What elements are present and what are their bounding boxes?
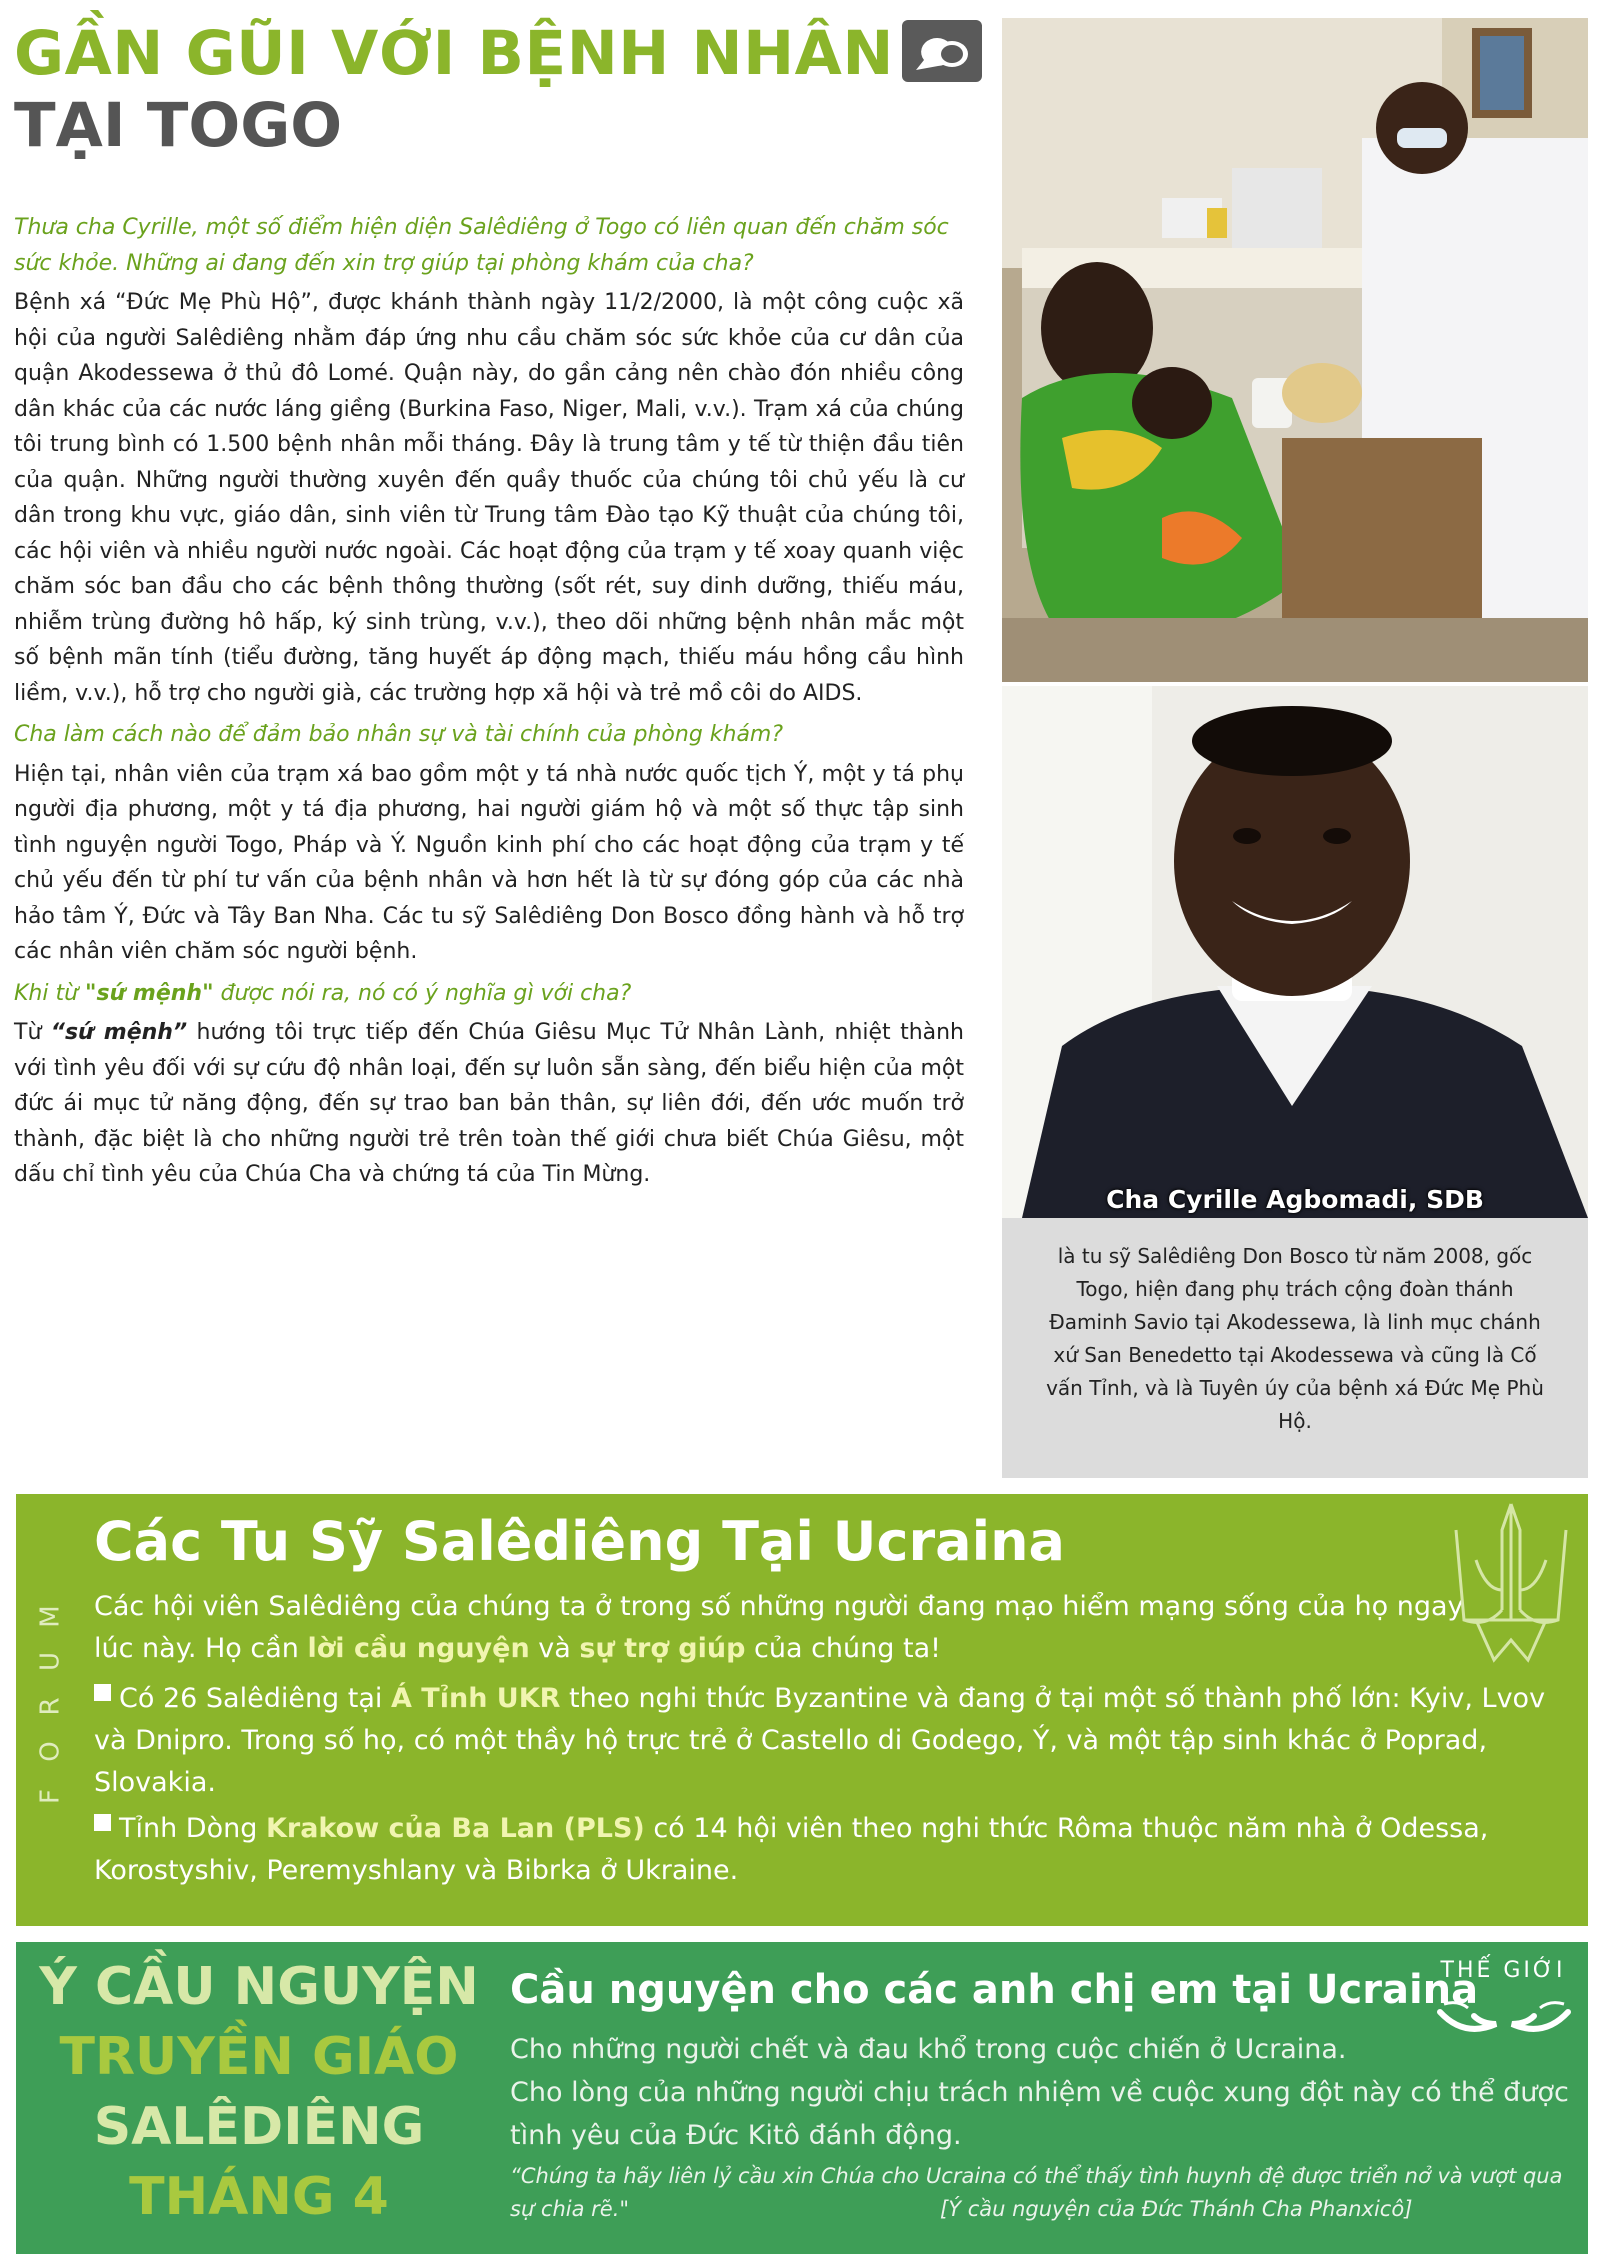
prayer-label-line-2: TRUYỀN GIÁO: [59, 2027, 459, 2087]
forum-intro-highlight-1: lời cầu nguyện: [307, 1633, 530, 1664]
bullet-square-icon: [94, 1684, 111, 1701]
clinic-photo: [1002, 18, 1588, 682]
prayer-reference: [Ý cầu nguyện của Đức Thánh Cha Phanxicô]: [940, 2197, 1413, 2221]
question-3-pre: Khi từ: [14, 980, 86, 1006]
forum-bullet-2-highlight: Krakow của Ba Lan (PLS): [265, 1813, 645, 1844]
title-line-1: [14, 18, 974, 90]
answer-3-bold: “sứ mệnh”: [50, 1020, 188, 1045]
portrait-photo: [1002, 686, 1588, 1218]
forum-letter: O: [35, 1741, 66, 1762]
prayer-label-line-3: SALÊDIÊNG: [93, 2097, 425, 2157]
answer-1: Bệnh xá “Đức Mẹ Phù Hộ”, được khánh thành ngày 11/2/2000, là một công cuộc xã hội của người Salêdiêng nhằm đáp ứng nhu cầu chăm sóc sức khỏe của cư dân của quận Akodessewa ở thủ đô Lomé. Quận này, do gần cảng nên chào đón nhiều công dân khác của các nước láng giềng (Burkina Faso, Niger, Mali, v.v.). Trạm xá của chúng tôi trung bình có 1.500 bệnh nhân mỗi tháng. Đây là trung tâm y tế từ thiện đầu tiên của quận. Những người thường xuyên đến quầy thuốc của chúng tôi chủ yếu là cư dân trong khu vực, giáo dân, sinh viên từ Trung tâm Đào tạo Kỹ thuật của chúng tôi, các hội viên và nhiều người nước ngoài. Các hoạt động của trạm y tế xoay quanh việc chăm sóc ban đầu cho các bệnh thông thường (sốt rét, suy dinh dưỡng, thiếu máu, nhiễm trùng đường hô hấp, ký sinh trùng, v.v.), theo dõi những bệnh nhân mắc một số bệnh mãn tính (tiểu đường, tăng huyết áp động mạch, thiếu máu hồng cầu hình liềm, v.v.), hỗ trợ cho người già, các trường hợp xã hội và trẻ mồ côi do AIDS.: [14, 290, 964, 706]
profile-name: Cha Cyrille Agbomadi, SDB: [1106, 1185, 1484, 1214]
question-3-post: được nói ra, nó có ý nghĩa gì với cha?: [213, 980, 632, 1006]
prayer-box: [16, 1942, 1588, 2254]
prayer-title: Cầu nguyện cho các anh chị em tại Ucraina: [510, 1967, 1479, 2013]
ukraine-trident-icon: [1446, 1500, 1576, 1670]
page-title: [14, 18, 974, 162]
forum-bullet-1-highlight: Á Tỉnh UKR: [391, 1683, 561, 1714]
forum-bullet-2-post: có 14 hội viên theo nghi thức Rôma thuộc năm nhà ở Odessa, Korostyshiv, Peremyshlany và Bibrka ở Ukraine.: [94, 1813, 1489, 1886]
hands-icon: [1434, 1994, 1574, 2044]
forum-letter: M: [35, 1605, 66, 1628]
forum-letter: F: [35, 1789, 66, 1804]
question-3: [14, 976, 964, 1012]
forum-letter: R: [35, 1697, 66, 1716]
title-line-2: TẠI TOGO: [14, 90, 343, 161]
chat-bubble-icon: [902, 20, 982, 82]
forum-intro-1: Các hội viên Salêdiêng của chúng ta ở trong số những người đang mạo hiểm mạng sống của họ ngay lúc này. Họ cần: [94, 1591, 1464, 1664]
title-green-part: GẦN GŨI: [14, 18, 310, 89]
question-3-bold: "sứ mệnh": [85, 980, 214, 1006]
forum-bullet-1-post: theo nghi thức Byzantine và đang ở tại một số thành phố lớn: Kyiv, Lvov và Dnipro. Trong số họ, có một thầy hộ trực trẻ ở Castello di Godego, Ý, và một tập sinh khác ở Poprad, Slovakia.: [94, 1683, 1546, 1798]
forum-box: [16, 1494, 1588, 1926]
prayer-label-line-1: Ý CẦU NGUYỆN: [39, 1957, 479, 2017]
forum-letters: [36, 1594, 66, 1819]
forum-intro-3: của chúng ta!: [745, 1633, 941, 1664]
answer-3-post: hướng tôi trực tiếp đến Chúa Giêsu Mục Tử Nhân Lành, nhiệt thành với tình yêu đối với sự cứu độ nhân loại, đến sự luôn sẵn sàng, đến biểu hiện của một đức ái mục tử năng động, đến sự trao ban bản thân, sự liên đới, đến ước muốn trở thành, đặc biệt là cho những người trẻ trên toàn thế giới chưa biết Chúa Giêsu, một dấu chỉ tình yêu của Chúa Cha và chứng tá của Tin Mừng.: [14, 1020, 965, 1187]
forum-letter: U: [35, 1651, 66, 1672]
forum-bullet-1-pre: Có 26 Salêdiêng tại: [119, 1683, 391, 1714]
forum-bullet-1: [94, 1678, 1554, 1804]
answer-3-pre: Từ: [14, 1020, 51, 1045]
world-label: THẾ GIỚI: [1440, 1958, 1566, 1983]
prayer-label-line-4: THÁNG 4: [129, 2167, 389, 2227]
forum-title: Các Tu Sỹ Salêdiêng Tại Ucraina: [94, 1510, 1065, 1573]
forum-bullet-2-pre: Tỉnh Dòng: [119, 1813, 266, 1844]
title-green-part-2: VỚI BỆNH NHÂN: [309, 18, 894, 89]
question-1: Thưa cha Cyrille, một số điểm hiện diện Salêdiêng ở Togo có liên quan đến chăm sóc sức khỏe. Những ai đang đến xin trợ giúp tại phòng khám của cha?: [14, 215, 949, 276]
forum-bullet-2: [94, 1808, 1554, 1892]
prayer-quote: “Chúng ta hãy liên lỷ cầu xin Chúa cho Ucraina có thể thấy tình huynh đệ được triển nở và vượt qua sự chia rẽ.": [510, 2164, 1563, 2221]
question-2: Cha làm cách nào để đảm bảo nhân sự và tài chính của phòng khám?: [14, 722, 784, 747]
interview-article: [14, 210, 964, 1193]
profile-bio: là tu sỹ Salêdiêng Don Bosco từ năm 2008, gốc Togo, hiện đang phụ trách cộng đoàn thánh Đaminh Savio tại Akodessewa, là linh mục chánh xứ San Benedetto tại Akodessewa và cũng là Cố vấn Tỉnh, và là Tuyên úy của bệnh xá Đức Mẹ Phù Hộ.: [1002, 1218, 1588, 1478]
answer-2: Hiện tại, nhân viên của trạm xá bao gồm một y tá nhà nước quốc tịch Ý, một y tá phụ người địa phương, một y tá địa phương, hai người giám hộ và một số thực tập sinh tình nguyện người Togo, Pháp và Ý. Nguồn kinh phí cho các hoạt động của trạm y tế chủ yếu đến từ phí tư vấn của bệnh nhân và hơn hết là từ sự đóng góp của các nhà hảo tâm Ý, Đức và Tây Ban Nha. Các tu sỹ Salêdiêng Don Bosco đồng hành và hỗ trợ các nhân viên chăm sóc người bệnh.: [14, 761, 964, 964]
forum-intro-highlight-2: sự trợ giúp: [579, 1633, 746, 1664]
prayer-body-line-2: Cho lòng của những người chịu trách nhiệm về cuộc xung đột này có thể được tình yêu của Đức Kitô đánh động.: [510, 2077, 1569, 2151]
bullet-square-icon: [94, 1814, 111, 1831]
forum-intro: [94, 1586, 1464, 1670]
forum-intro-2: và: [529, 1633, 580, 1664]
prayer-intention-label: [16, 1952, 502, 2232]
forum-vertical-label: [36, 1594, 66, 1819]
prayer-body: [510, 2028, 1570, 2157]
prayer-body-line-1: Cho những người chết và đau khổ trong cuộc chiến ở Ucraina.: [510, 2034, 1347, 2065]
answer-3: [14, 1015, 964, 1193]
